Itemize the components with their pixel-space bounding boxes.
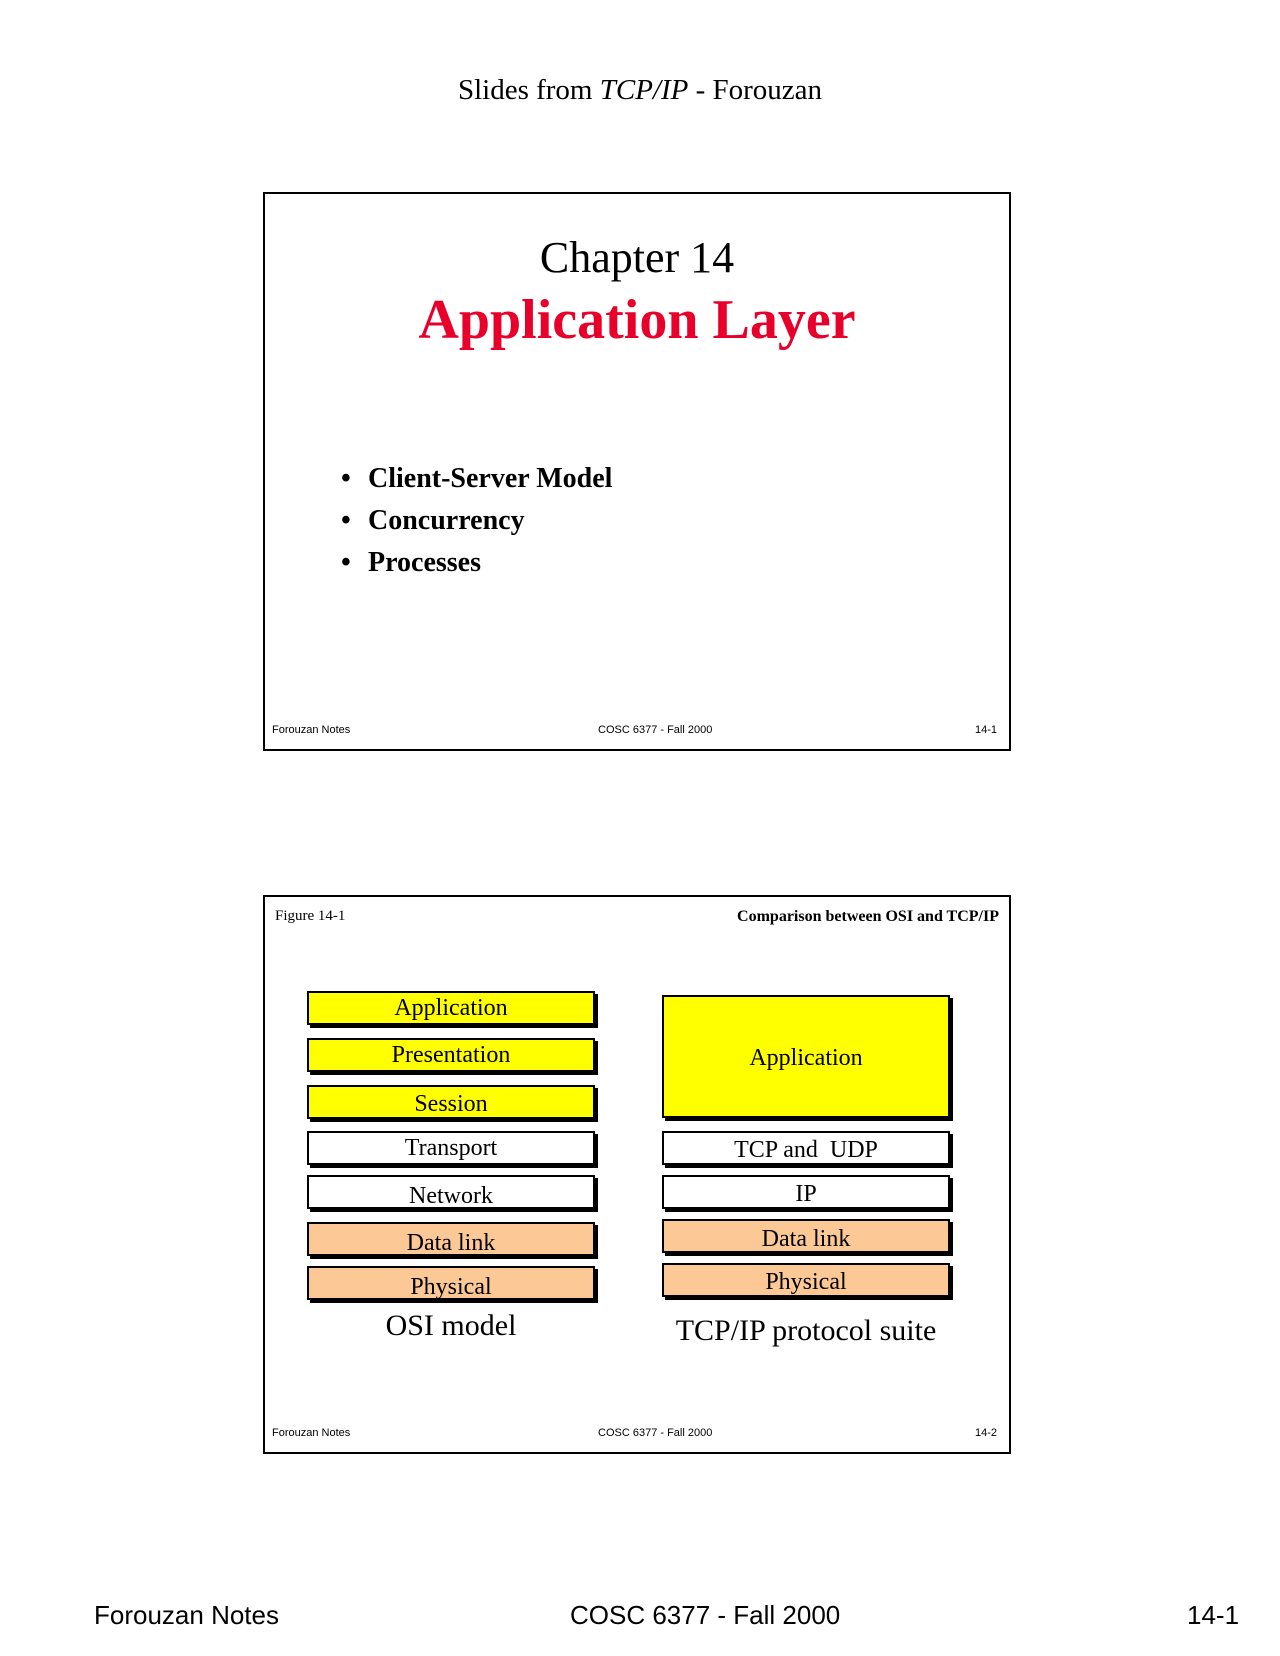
osi-data-link-layer: Data link bbox=[307, 1222, 595, 1256]
topic-list bbox=[341, 458, 612, 584]
list-item bbox=[341, 500, 612, 542]
chapter-number: Chapter 14 bbox=[539, 233, 735, 282]
slide-chapter-title bbox=[263, 192, 1011, 751]
tcpip-data-link-layer: Data link bbox=[662, 1219, 950, 1253]
slide-footer-left: Forouzan Notes bbox=[272, 1427, 351, 1439]
topic-label: Client-Server Model bbox=[368, 463, 613, 494]
tcpip-transport-layer: TCP and UDP bbox=[662, 1131, 950, 1165]
list-item bbox=[341, 542, 612, 584]
slide-footer-page: 14-2 bbox=[974, 1427, 997, 1439]
osi-transport-layer: Transport bbox=[307, 1131, 595, 1165]
slide-footer-left: Forouzan Notes bbox=[272, 724, 351, 736]
tcpip-ip-layer: IP bbox=[662, 1175, 950, 1209]
osi-session-layer: Session bbox=[307, 1085, 595, 1119]
page-footer bbox=[0, 1600, 1280, 1634]
osi-physical-layer: Physical bbox=[307, 1266, 595, 1300]
slide-footer-center: COSC 6377 - Fall 2000 bbox=[598, 724, 713, 736]
topic-label: Processes bbox=[368, 547, 481, 578]
osi-presentation-layer: Presentation bbox=[307, 1038, 595, 1072]
page-footer-left: Forouzan Notes bbox=[94, 1600, 279, 1630]
bullet-marker: • bbox=[341, 547, 351, 578]
topic-label: Concurrency bbox=[368, 505, 525, 536]
tcpip-caption: TCP/IP protocol suite bbox=[675, 1314, 937, 1347]
list-item bbox=[341, 458, 612, 500]
slide-footer bbox=[272, 1427, 997, 1441]
page-footer-page-number: 14-1 bbox=[1187, 1600, 1240, 1630]
slide-footer-center: COSC 6377 - Fall 2000 bbox=[598, 1427, 713, 1439]
tcpip-application-layer: Application bbox=[662, 995, 950, 1118]
bullet-marker: • bbox=[341, 463, 351, 494]
osi-caption: OSI model bbox=[385, 1309, 517, 1342]
header-prefix: Slides from bbox=[457, 74, 593, 106]
page-header bbox=[0, 74, 1280, 107]
slide-osi-vs-tcpip bbox=[263, 895, 1011, 1454]
tcpip-physical-layer: Physical bbox=[662, 1263, 950, 1297]
bullet-marker: • bbox=[341, 505, 351, 536]
chapter-title: Application Layer bbox=[418, 289, 856, 351]
figure-title: Comparison between OSI and TCP/IP bbox=[737, 908, 999, 925]
osi-application-layer: Application bbox=[307, 991, 595, 1025]
page-footer-center: COSC 6377 - Fall 2000 bbox=[570, 1600, 841, 1630]
header-book-title: TCP/IP bbox=[599, 74, 689, 106]
header-suffix: - Forouzan bbox=[695, 74, 823, 106]
slide-footer-page: 14-1 bbox=[974, 724, 997, 736]
figure-label: Figure 14-1 bbox=[275, 908, 346, 924]
slide-footer bbox=[272, 724, 997, 738]
osi-network-layer: Network bbox=[307, 1175, 595, 1209]
